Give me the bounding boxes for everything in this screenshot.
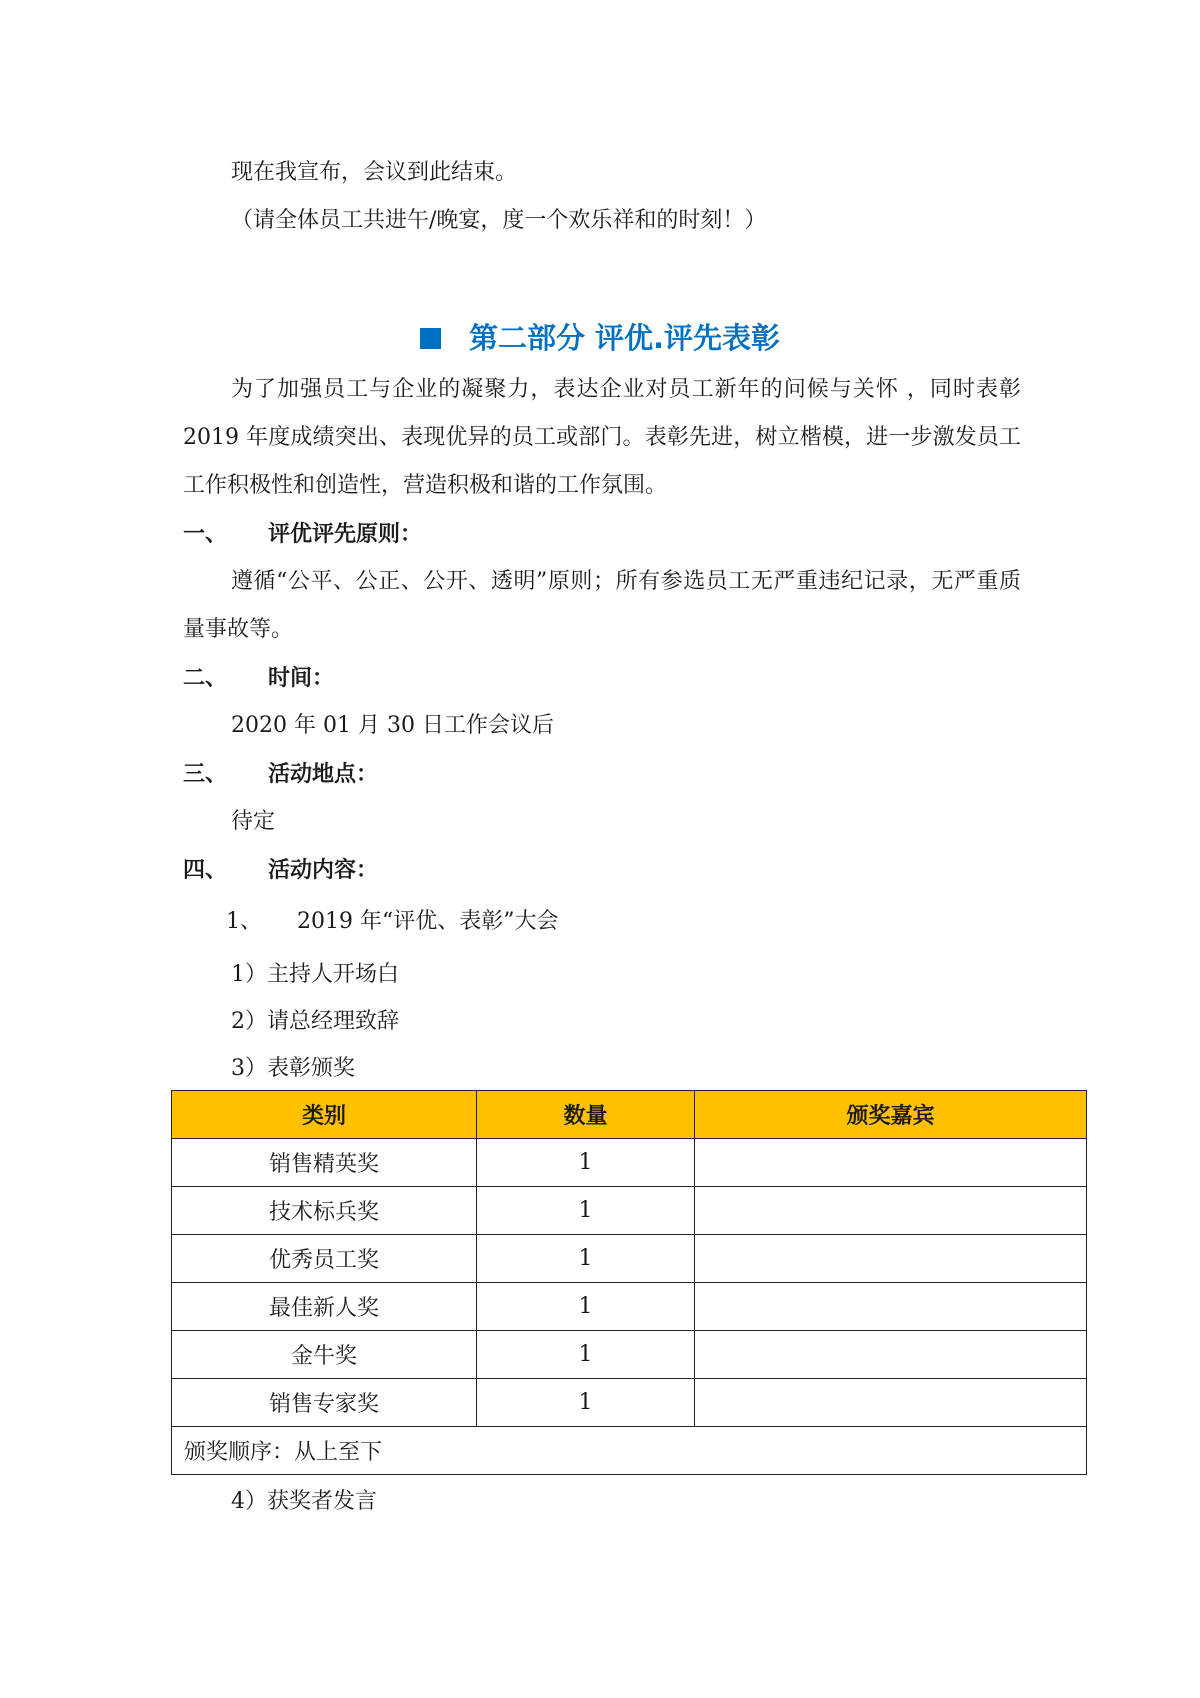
award-presenter — [695, 1139, 1087, 1187]
table-row — [172, 1139, 1087, 1187]
award-name: 最佳新人奖 — [172, 1283, 477, 1331]
award-presenter — [695, 1331, 1087, 1379]
time-text: 2020 年 01 月 30 日工作会议后 — [231, 713, 554, 738]
item-label-time: 时间： — [268, 666, 335, 691]
award-quantity: 1 — [477, 1331, 695, 1379]
award-name: 金牛奖 — [172, 1331, 477, 1379]
award-quantity: 1 — [477, 1235, 695, 1283]
principle-paragraph: 遵循“公平、公正、公开、透明”原则；所有参选员工无严重违纪记录，无严重质量事故等。 — [183, 569, 1021, 642]
item-label-principle: 评优评先原则： — [268, 522, 423, 547]
award-quantity: 1 — [477, 1379, 695, 1427]
table-header-row — [172, 1091, 1087, 1139]
item-label-location: 活动地点： — [268, 762, 379, 787]
step-2: 2）请总经理致辞 — [231, 1009, 399, 1034]
award-presenter — [695, 1379, 1087, 1427]
item-label-activity: 活动内容： — [268, 858, 379, 883]
table-row — [172, 1379, 1087, 1427]
table-row — [172, 1283, 1087, 1331]
section-title-text: 第二部分 评优.评先表彰 — [468, 321, 781, 355]
item-number-4: 四、 — [183, 858, 228, 883]
table-row — [172, 1187, 1087, 1235]
item-number-2: 二、 — [183, 666, 228, 691]
header-category: 类别 — [172, 1091, 477, 1139]
activity-sub-number: 1、 — [226, 909, 262, 934]
activity-sub-title: 2019 年“评优、表彰”大会 — [297, 909, 559, 934]
step-3: 3）表彰颁奖 — [231, 1056, 355, 1081]
award-name: 销售专家奖 — [172, 1379, 477, 1427]
table-row — [172, 1235, 1087, 1283]
location-text: 待定 — [231, 809, 276, 834]
closing-line-2: （请全体员工共进午/晚宴，度一个欢乐祥和的时刻！） — [231, 208, 767, 233]
square-bullet-icon — [420, 328, 441, 349]
award-quantity: 1 — [477, 1139, 695, 1187]
award-presenter — [695, 1235, 1087, 1283]
header-quantity: 数量 — [477, 1091, 695, 1139]
award-name: 销售精英奖 — [172, 1139, 477, 1187]
award-presenter — [695, 1283, 1087, 1331]
item-number-1: 一、 — [183, 522, 228, 547]
award-name: 优秀员工奖 — [172, 1235, 477, 1283]
item-number-3: 三、 — [183, 762, 228, 787]
award-name: 技术标兵奖 — [172, 1187, 477, 1235]
header-presenter: 颁奖嘉宾 — [695, 1091, 1087, 1139]
table-row — [172, 1331, 1087, 1379]
closing-line-1: 现在我宣布，会议到此结束。 — [231, 160, 518, 185]
award-quantity: 1 — [477, 1187, 695, 1235]
award-presenter — [695, 1187, 1087, 1235]
award-order-note: 颁奖顺序：从上至下 — [172, 1427, 1087, 1475]
section-title — [0, 318, 1200, 358]
awards-table — [171, 1090, 1087, 1475]
award-quantity: 1 — [477, 1283, 695, 1331]
intro-paragraph: 为了加强员工与企业的凝聚力，表达企业对员工新年的问候与关怀 ，同时表彰 2019 年度成绩突出、表现优异的员工或部门。表彰先进，树立楷模，进一步激发员工工作积极性和创造性，营造积极和谐的工作氛围。 — [183, 377, 1021, 498]
table-footer-row — [172, 1427, 1087, 1475]
step-1: 1）主持人开场白 — [231, 962, 399, 987]
step-4: 4）获奖者发言 — [231, 1489, 377, 1514]
